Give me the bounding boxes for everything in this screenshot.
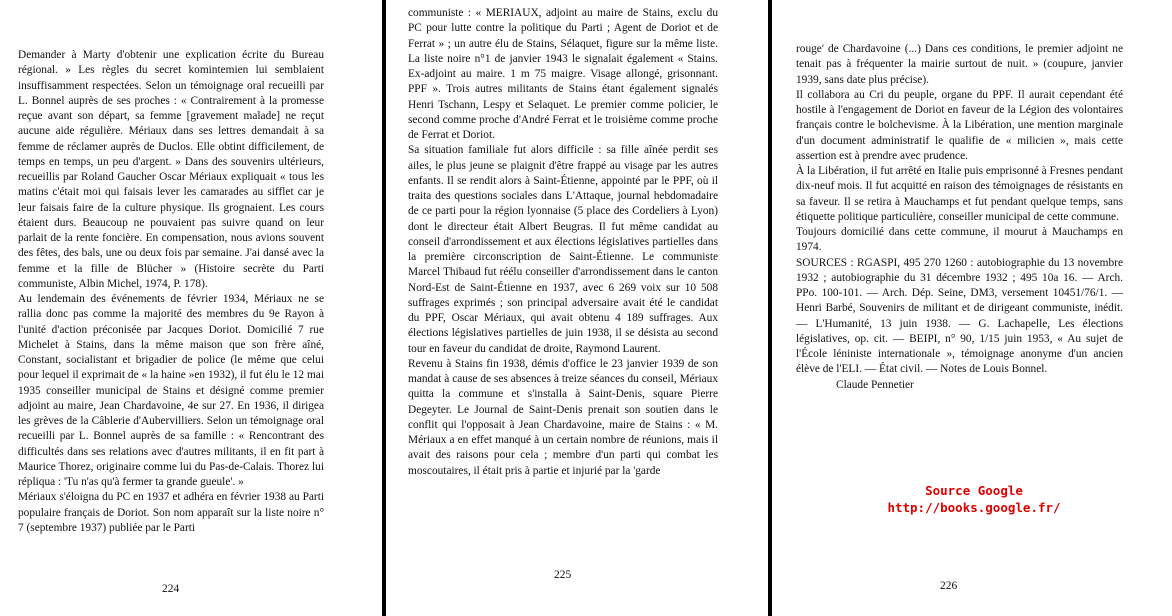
paragraph: Au lendemain des événements de février 1934, Mériaux ne se rallia donc pas comme la majorité des membres du 9e Rayon à l'unité d'action préconisée par Jacques Doriot. Domicilié 7 rue Michelet à Stains, dans la même maison que son frère aîné, Constant, socialistant et brigadier de police (le même que celui pour lequel il exprimait de « la haine »en 1932), il fut élu le 12 mai 1935 conseiller municipal de Stains et désigné comme premier adjoint au maire, Jean Chardavoine, 4e sur 27. En 1936, il dirigea les grèves de la Câblerie d'Aubervilliers. Selon un témoignage oral recueilli par L. Bonnel auprès de sa famille : « Rencontrant des difficultés dans ses relations avec d'autres militants, il en fit part à Maurice Thorez, originaire comme lui du Pas-de-Calais. Thorez lui répliqua : 'Tu n'as qu'à fermer ta grande gueule'. » [18,293,324,488]
page-225-body [408,6,718,479]
paragraph: rouge' de Chardavoine (...) Dans ces conditions, le premier adjoint ne tenait pas à fréquenter la mairie surtout de nuit. » (coupure, janvier 1939, sans date plus précise). [796,43,1123,86]
page-number: 225 [554,569,572,581]
paragraph: Il collabora au Cri du peuple, organe du PPF. Il aurait cependant été hostile à l'engagement de Doriot en faveur de la Légion des volontaires français contre le bolchevisme. À la Libération, une mention marginale d'un document administratif le qualifie de « milicien », mais cette assertion est à prendre avec prudence. [796,88,1123,162]
paragraph: Sa situation familiale fut alors difficile : sa fille aînée perdit ses ailes, le plus jeune se plaignit d'être frappé au visage par les autres enfants. Il se rendit alors à Saint-Étienne, appointé par le PPF, où il traita des questions sociales dans L'Attaque, journal hebdomadaire de ce parti pour la région lyonnaise (5 place des Cordeliers à Lyon) dont le directeur était Albert Beugras. Il fut même candidat au conseil d'arrondissement et aux élections législatives partielles dans la première circonscription de Saint-Étienne. Le communiste Marcel Thibaud fut réélu conseiller d'arrondissement dans le canton Nord-Est de Saint-Étienne en 1937, avec 6 269 voix sur 10 508 suffrages exprimés ; son principal adversaire avait été le candidat du PPF, Oscar Mériaux, qui avait obtenu 4 189 suffrages. Aux élections législatives partielles de juin 1938, il se désista au second tour en faveur du candidat de droite, Raymond Laurent. [408,144,718,355]
paragraph: Revenu à Stains fin 1938, démis d'office le 23 janvier 1939 de son mandat à cause de ses absences à treize séances du conseil, Mériaux quitta la commune et s'installa à Saint-Denis, square Pierre Degeyter. Le Journal de Saint-Denis prenait son soutien dans le conflit qui l'opposait à Jean Chardavoine, maire de Stains : « M. Mériaux a en effet manqué à un certain nombre de réunions, mais il avait des raisons pour cela ; membre d'un parti qui combat les moscoutaires, il était pris à partie et injurié par la 'garde [408,357,718,477]
watermark-label: Source Google [925,483,1023,498]
paragraph: Toujours domicilié dans cette commune, il mourut à Mauchamps en 1974. [796,226,1123,254]
paragraph: Mériaux s'éloigna du PC en 1937 et adhéra en février 1938 au Parti populaire français de Doriot. Son nom apparaît sur la liste noire n° 7 (septembre 1937) publiée par le Parti [18,491,324,534]
page-224 [0,0,382,616]
page-224-body [18,48,324,536]
author-signature: Claude Pennetier [836,378,914,391]
paragraph: Demander à Marty d'obtenir une explication écrite du Bureau régional. » Les règles du secret komintemien lui semblaient insuffisamment respectées. Selon un témoignage oral recueilli par L. Bonnel auprès de ses proches : « Contrairement à la promesse reçue avant son départ, sa femme [gravement malade] ne reçut aucune aide régulière. Mériaux dans ses lettres demandait à sa femme de réclamer auprès de Duclos. Elle obtint difficilement, de temps en temps, un peu d'argent. » Dans des souvenirs ultérieurs, recueillis par Roland Gaucher Oscar Mériaux expliquait « tous les matins c'était moi qui faisais lever les camarades au sifflet car je leur faisais faire de la culture physique. Ils grognaient. Les cours étaient durs. Beaucoup ne pouvaient pas suivre quand on leur parlait de la rente foncière. En compensation, nous avions souvent des fêtes, des bals, une ou deux fois par semaine. J'ai dansé avec la femme et la fille de Blücher » (Histoire secrète du Parti communiste, Albin Michel, 1974, P. 178). [18,49,324,290]
page-226 [772,0,1172,616]
watermark-url: http://books.google.fr/ [887,500,1061,515]
page-225 [386,0,768,616]
paragraph: À la Libération, il fut arrêté en Italie puis emprisonné à Fresnes pendant dix-neuf mois. Il fut acquitté en raison des témoignages de résistants en sa faveur. Il se retira à Mauchamps et fut pendant quelque temps, sans étiquette politique particulière, conseiller municipal de cette commune. [796,165,1123,223]
page-226-body [796,42,1123,393]
page-number: 226 [940,580,958,592]
paragraph: communiste : « MERIAUX, adjoint au maire de Stains, exclu du PC pour lutte contre la politique du Parti ; Agent de Doriot et de Ferrat » ; un autre élu de Stains, Sélaquet, figure sur la même liste. La liste noire n°1 de janvier 1943 le signalait également « Stains. Ex-adjoint au maire. 1 m 75 maigre. Visage allongé, grisonnant. PPF ». Trois autres militants de Stains étant également signalés Henri Tschann, Lespy et Selaquet. Le premier comme policier, le second comme proche d'André Ferrat et le troisième comme proche de Ferrat et Doriot. [408,7,718,141]
sources-paragraph: SOURCES : RGASPI, 495 270 1260 : autobiographie du 13 novembre 1932 ; autobiographie du 31 décembre 1932 ; 495 10a 16. — Arch. PPo. 100-101. — Arch. Dép. Seine, DM3, versement 10451/76/1. — Henri Barbé, Souvenirs de militant et de dirigeant communiste, inédit. — L'Humanité, 13 juin 1938. — G. Lachapelle, Les élections législatives, op. cit. — BEIPI, n° 90, 1/15 juin 1953, « Au sujet de l'École léniniste internationale », témoignage anonyme d'un ancien élève de l'ELI. — État civil. — Notes de Louis Bonnel. [796,256,1123,376]
page-number: 224 [162,583,180,595]
source-watermark [874,482,1074,516]
